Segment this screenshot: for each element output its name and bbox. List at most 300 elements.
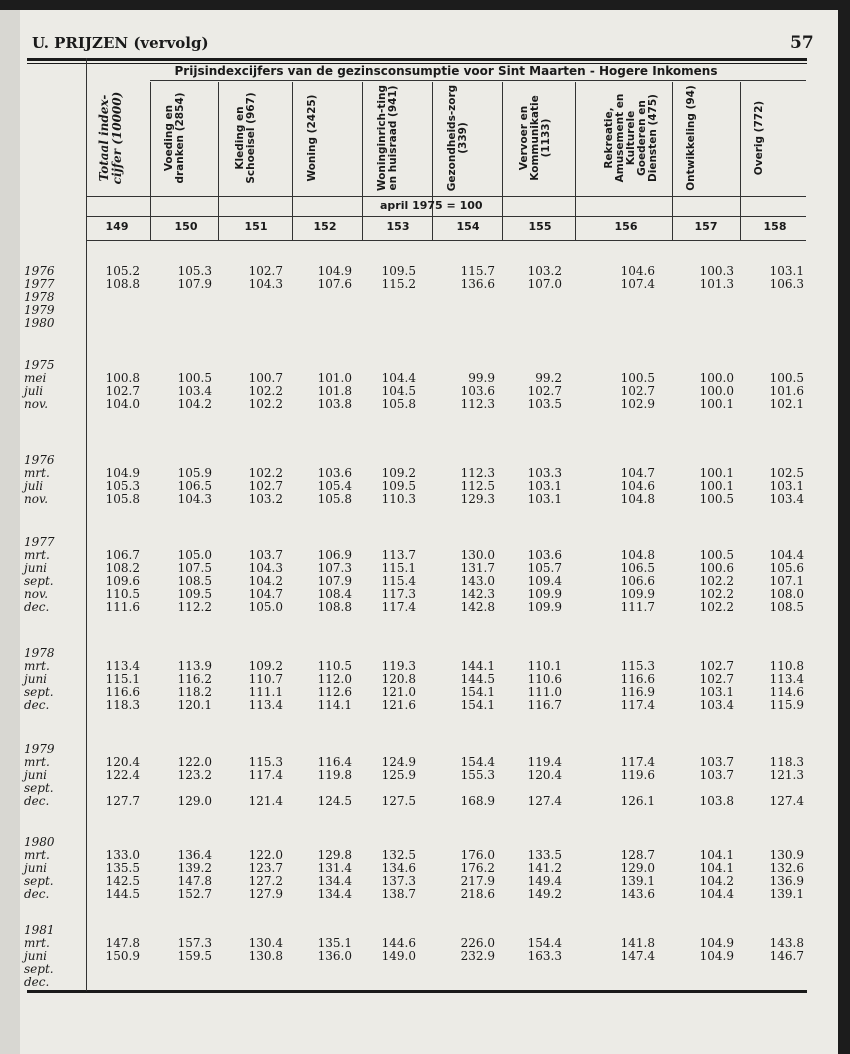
- index-value: 100.1: [699, 466, 734, 480]
- index-value: 129.0: [620, 861, 655, 875]
- index-value: [80, 976, 140, 989]
- column-header-156: Rekreatie, Amusement en Kulturele Goederen en Diensten (475): [602, 93, 659, 183]
- period-label: dec.: [24, 887, 50, 901]
- value-column-156: [595, 924, 655, 989]
- index-value: 112.3: [460, 466, 495, 480]
- index-value: 232.9: [460, 949, 495, 963]
- index-value: 103.8: [317, 397, 352, 411]
- index-value: 113.4: [105, 659, 140, 673]
- value-column-154: [435, 265, 495, 291]
- period-labels: [24, 454, 84, 506]
- index-value: 129.8: [317, 848, 352, 862]
- index-value: 104.9: [317, 264, 352, 278]
- index-value: 120.1: [177, 698, 212, 712]
- index-value: 115.1: [105, 672, 140, 686]
- period-label: juni: [24, 949, 48, 963]
- index-value: 130.9: [769, 848, 804, 862]
- index-value: 104.7: [620, 466, 655, 480]
- index-value: 102.7: [248, 264, 283, 278]
- index-value: 109.9: [620, 587, 655, 601]
- column-number-153: 153: [386, 220, 410, 233]
- period-labels: [24, 743, 84, 808]
- index-value: 107.4: [620, 277, 655, 291]
- index-value: 141.2: [527, 861, 562, 875]
- index-value: 111.7: [620, 600, 655, 614]
- index-value: 102.2: [699, 587, 734, 601]
- index-value: 100.5: [769, 371, 804, 385]
- index-value: 109.5: [381, 479, 416, 493]
- index-value: 108.8: [317, 600, 352, 614]
- index-value: 129.3: [460, 492, 495, 506]
- value-column-155: [502, 265, 562, 291]
- index-value: 103.6: [460, 384, 495, 398]
- index-value: 106.5: [177, 479, 212, 493]
- index-value: 102.2: [699, 600, 734, 614]
- index-value: [595, 976, 655, 989]
- index-value: 115.9: [769, 698, 804, 712]
- index-value: 102.7: [248, 479, 283, 493]
- column-header-150: Voeding en dranken (2854): [163, 92, 186, 184]
- index-value: 105.0: [248, 600, 283, 614]
- index-value: 102.7: [527, 384, 562, 398]
- value-column-155: [502, 647, 562, 712]
- column-header-157: Ontwikkeling (94): [685, 85, 697, 191]
- value-column-152: [292, 454, 352, 506]
- index-value: 104.6: [620, 479, 655, 493]
- index-value: 139.2: [177, 861, 212, 875]
- index-value: 107.5: [177, 561, 212, 575]
- index-value: 119.8: [317, 768, 352, 782]
- index-value: 127.7: [105, 794, 140, 808]
- value-column-153: [356, 265, 416, 291]
- header-rule: [86, 196, 806, 197]
- index-value: 117.4: [620, 698, 655, 712]
- index-value: 114.6: [769, 685, 804, 699]
- period-label: sept.: [24, 962, 54, 976]
- index-value: 106.9: [317, 548, 352, 562]
- column-header-152: Woning (2425): [306, 94, 318, 182]
- index-value: 103.1: [527, 479, 562, 493]
- index-value: 100.1: [699, 479, 734, 493]
- value-column-152: [292, 743, 352, 808]
- index-value: 103.6: [317, 466, 352, 480]
- index-value: 105.0: [177, 548, 212, 562]
- value-column-151: [223, 359, 283, 411]
- value-column-152: [292, 359, 352, 411]
- period-label: 1980: [24, 316, 55, 330]
- value-column-149: [80, 836, 140, 901]
- index-value: 103.1: [769, 264, 804, 278]
- period-labels: [24, 536, 84, 614]
- index-value: 109.4: [527, 574, 562, 588]
- index-value: 106.5: [620, 561, 655, 575]
- period-label: juni: [24, 672, 48, 686]
- index-value: 143.8: [769, 936, 804, 950]
- index-value: 103.1: [527, 492, 562, 506]
- value-column-153: [356, 924, 416, 989]
- period-labels: [24, 265, 84, 330]
- value-column-155: [502, 359, 562, 411]
- index-value: 119.6: [620, 768, 655, 782]
- index-value: 120.4: [527, 768, 562, 782]
- index-value: 115.3: [620, 659, 655, 673]
- index-value: [292, 963, 352, 976]
- period-label: juli: [24, 384, 44, 398]
- index-value: 108.2: [105, 561, 140, 575]
- index-value: 111.0: [527, 685, 562, 699]
- index-value: [152, 963, 212, 976]
- index-value: 102.2: [248, 384, 283, 398]
- value-column-150: [152, 265, 212, 291]
- index-value: 139.1: [620, 874, 655, 888]
- index-value: 155.3: [460, 768, 495, 782]
- period-label: 1977: [24, 277, 55, 291]
- index-value: 101.3: [699, 277, 734, 291]
- value-column-156: [595, 265, 655, 291]
- index-value: 135.1: [317, 936, 352, 950]
- index-value: 105.3: [177, 264, 212, 278]
- index-value: 120.8: [381, 672, 416, 686]
- value-column-150: [152, 836, 212, 901]
- column-number-150: 150: [174, 220, 198, 233]
- index-value: 118.2: [177, 685, 212, 699]
- index-value: 103.1: [699, 685, 734, 699]
- value-column-151: [223, 454, 283, 506]
- index-value: 110.1: [527, 659, 562, 673]
- period-label: 1979: [24, 742, 55, 756]
- period-label: mrt.: [24, 548, 50, 562]
- index-value: 116.9: [620, 685, 655, 699]
- value-column-155: [502, 536, 562, 614]
- index-value: 122.0: [177, 755, 212, 769]
- value-column-149: [80, 647, 140, 712]
- period-label: dec.: [24, 698, 50, 712]
- index-value: 116.7: [527, 698, 562, 712]
- index-value: 143.6: [620, 887, 655, 901]
- column-number-155: 155: [528, 220, 552, 233]
- bottom-rule: [27, 990, 807, 993]
- index-value: 112.5: [460, 479, 495, 493]
- index-value: 118.3: [769, 755, 804, 769]
- value-column-151: [223, 647, 283, 712]
- page-number: 57: [790, 33, 814, 53]
- value-column-158: [744, 359, 804, 411]
- index-value: 104.5: [381, 384, 416, 398]
- index-value: 125.9: [381, 768, 416, 782]
- index-value: 104.3: [177, 492, 212, 506]
- index-value: 109.9: [527, 600, 562, 614]
- index-value: 104.4: [381, 371, 416, 385]
- index-value: 104.8: [620, 548, 655, 562]
- index-value: 176.0: [460, 848, 495, 862]
- value-column-154: [435, 454, 495, 506]
- period-labels: [24, 836, 84, 901]
- value-column-149: [80, 265, 140, 291]
- index-value: 110.6: [527, 672, 562, 686]
- period-label: dec.: [24, 794, 50, 808]
- index-value: 117.4: [620, 755, 655, 769]
- index-value: 110.7: [248, 672, 283, 686]
- index-value: 137.3: [381, 874, 416, 888]
- value-column-152: [292, 924, 352, 989]
- index-value: 105.8: [105, 492, 140, 506]
- index-value: 163.3: [527, 949, 562, 963]
- index-value: 142.8: [460, 600, 495, 614]
- index-value: 218.6: [460, 887, 495, 901]
- value-column-151: [223, 836, 283, 901]
- value-column-153: [356, 836, 416, 901]
- value-column-149: [80, 454, 140, 506]
- index-value: 117.3: [381, 587, 416, 601]
- value-column-157: [674, 647, 734, 712]
- period-label: sept.: [24, 574, 54, 588]
- index-value: 136.4: [177, 848, 212, 862]
- period-label: nov.: [24, 492, 49, 506]
- value-column-157: [674, 265, 734, 291]
- index-value: 121.4: [248, 794, 283, 808]
- index-value: 103.2: [527, 264, 562, 278]
- index-value: [80, 963, 140, 976]
- index-value: 102.7: [699, 659, 734, 673]
- index-value: 100.5: [177, 371, 212, 385]
- group-title-underline: [150, 80, 806, 81]
- value-column-158: [744, 924, 804, 989]
- index-value: 101.6: [769, 384, 804, 398]
- index-value: 102.7: [699, 672, 734, 686]
- period-label: 1976: [24, 453, 55, 467]
- index-value: 110.8: [769, 659, 804, 673]
- index-value: 99.9: [468, 371, 495, 385]
- index-value: [674, 976, 734, 989]
- index-value: 109.2: [381, 466, 416, 480]
- value-column-157: [674, 743, 734, 808]
- index-value: 106.6: [620, 574, 655, 588]
- period-label: juli: [24, 479, 44, 493]
- index-value: 103.8: [699, 794, 734, 808]
- index-value: 102.1: [769, 397, 804, 411]
- index-value: 116.2: [177, 672, 212, 686]
- index-value: [435, 976, 495, 989]
- column-header-149: Totaal index-cijfer (10000): [97, 91, 124, 185]
- value-column-158: [744, 536, 804, 614]
- value-column-152: [292, 536, 352, 614]
- value-column-152: [292, 647, 352, 712]
- index-value: 127.9: [248, 887, 283, 901]
- index-value: 143.0: [460, 574, 495, 588]
- index-value: 105.8: [317, 492, 352, 506]
- index-value: 121.6: [381, 698, 416, 712]
- table-group-title: Prijsindexcijfers van de gezinsconsumptie voor Sint Maarten - Hogere Inkomens: [174, 64, 718, 78]
- index-value: 115.7: [460, 264, 495, 278]
- index-value: 114.1: [317, 698, 352, 712]
- value-column-150: [152, 924, 212, 989]
- index-value: 110.5: [105, 587, 140, 601]
- base-period-label: april 1975 = 100: [380, 199, 483, 212]
- index-value: 154.1: [460, 685, 495, 699]
- index-value: [223, 976, 283, 989]
- index-value: 146.7: [769, 949, 804, 963]
- value-column-156: [595, 836, 655, 901]
- index-value: 133.0: [105, 848, 140, 862]
- index-value: 104.8: [620, 492, 655, 506]
- index-value: 136.9: [769, 874, 804, 888]
- value-column-155: [502, 743, 562, 808]
- value-column-156: [595, 743, 655, 808]
- index-value: [674, 963, 734, 976]
- index-value: 107.9: [177, 277, 212, 291]
- index-value: 129.0: [177, 794, 212, 808]
- column-number-149: 149: [105, 220, 129, 233]
- value-column-150: [152, 647, 212, 712]
- value-column-156: [595, 647, 655, 712]
- index-value: 112.0: [317, 672, 352, 686]
- index-value: 105.6: [769, 561, 804, 575]
- column-header-151: Kleding en Schoeisel (967): [234, 92, 257, 184]
- index-value: 105.9: [177, 466, 212, 480]
- period-label: mrt.: [24, 755, 50, 769]
- period-label: 1976: [24, 264, 55, 278]
- period-label: sept.: [24, 781, 54, 795]
- index-value: 152.7: [177, 887, 212, 901]
- index-value: 168.9: [460, 794, 495, 808]
- column-number-151: 151: [244, 220, 268, 233]
- value-column-149: [80, 924, 140, 989]
- index-value: 110.5: [317, 659, 352, 673]
- value-column-156: [595, 359, 655, 411]
- index-value: 102.2: [699, 574, 734, 588]
- value-column-155: [502, 454, 562, 506]
- index-value: 107.3: [317, 561, 352, 575]
- index-value: 136.0: [317, 949, 352, 963]
- index-value: 105.8: [381, 397, 416, 411]
- value-column-152: [292, 836, 352, 901]
- period-label: 1981: [24, 923, 55, 937]
- period-labels: [24, 924, 84, 989]
- value-column-156: [595, 536, 655, 614]
- period-labels: [24, 647, 84, 712]
- index-value: 113.7: [381, 548, 416, 562]
- value-column-149: [80, 743, 140, 808]
- period-label: 1975: [24, 358, 55, 372]
- index-value: 217.9: [460, 874, 495, 888]
- value-column-158: [744, 836, 804, 901]
- index-value: 103.7: [248, 548, 283, 562]
- period-label: nov.: [24, 587, 49, 601]
- index-value: 130.8: [248, 949, 283, 963]
- value-column-153: [356, 647, 416, 712]
- period-label: 1977: [24, 535, 55, 549]
- index-value: 104.2: [177, 397, 212, 411]
- index-value: 104.4: [699, 887, 734, 901]
- index-value: 113.4: [248, 698, 283, 712]
- index-value: 105.4: [317, 479, 352, 493]
- index-value: 103.6: [527, 548, 562, 562]
- value-column-154: [435, 359, 495, 411]
- column-number-156: 156: [614, 220, 638, 233]
- index-value: 117.4: [381, 600, 416, 614]
- index-value: 117.4: [248, 768, 283, 782]
- index-value: 104.4: [769, 548, 804, 562]
- index-value: 115.2: [381, 277, 416, 291]
- left-page-edge: [0, 10, 20, 1054]
- index-value: 102.9: [620, 397, 655, 411]
- value-column-154: [435, 647, 495, 712]
- column-number-158: 158: [763, 220, 787, 233]
- index-value: [356, 963, 416, 976]
- index-value: 226.0: [460, 936, 495, 950]
- index-value: 176.2: [460, 861, 495, 875]
- value-column-150: [152, 359, 212, 411]
- index-value: 108.5: [177, 574, 212, 588]
- index-value: 108.0: [769, 587, 804, 601]
- value-column-157: [674, 454, 734, 506]
- index-value: 126.1: [620, 794, 655, 808]
- period-label: juni: [24, 768, 48, 782]
- column-number-154: 154: [456, 220, 480, 233]
- period-label: sept.: [24, 685, 54, 699]
- index-value: 110.3: [381, 492, 416, 506]
- index-value: 147.4: [620, 949, 655, 963]
- index-value: 115.4: [381, 574, 416, 588]
- period-label: mrt.: [24, 848, 50, 862]
- index-value: 107.1: [769, 574, 804, 588]
- index-value: 144.5: [105, 887, 140, 901]
- index-value: 103.4: [177, 384, 212, 398]
- index-value: 103.7: [699, 755, 734, 769]
- column-header-155: Vervoer en Kommunikatie (1133): [517, 95, 552, 181]
- index-value: 120.4: [105, 755, 140, 769]
- header-rule: [86, 240, 806, 241]
- index-value: 131.4: [317, 861, 352, 875]
- index-value: 103.3: [527, 466, 562, 480]
- index-value: [292, 976, 352, 989]
- index-value: 119.3: [381, 659, 416, 673]
- index-value: 116.6: [620, 672, 655, 686]
- column-number-157: 157: [694, 220, 718, 233]
- index-value: 101.0: [317, 371, 352, 385]
- index-value: 122.0: [248, 848, 283, 862]
- index-value: 134.4: [317, 887, 352, 901]
- index-value: [223, 963, 283, 976]
- index-value: 121.0: [381, 685, 416, 699]
- index-value: 101.8: [317, 384, 352, 398]
- index-value: 109.2: [248, 659, 283, 673]
- index-value: [744, 976, 804, 989]
- index-value: 115.1: [381, 561, 416, 575]
- period-label: mrt.: [24, 659, 50, 673]
- index-value: 144.6: [381, 936, 416, 950]
- index-value: 103.1: [769, 479, 804, 493]
- index-value: 100.1: [699, 397, 734, 411]
- index-value: 127.2: [248, 874, 283, 888]
- index-value: 100.5: [699, 548, 734, 562]
- period-label: juni: [24, 861, 48, 875]
- index-value: 134.6: [381, 861, 416, 875]
- index-value: 107.9: [317, 574, 352, 588]
- value-column-151: [223, 265, 283, 291]
- index-value: 159.5: [177, 949, 212, 963]
- index-value: 109.5: [381, 264, 416, 278]
- index-value: 154.1: [460, 698, 495, 712]
- index-value: 100.7: [248, 371, 283, 385]
- index-value: 138.7: [381, 887, 416, 901]
- index-value: 123.7: [248, 861, 283, 875]
- index-value: 127.4: [527, 794, 562, 808]
- value-column-153: [356, 359, 416, 411]
- period-label: mrt.: [24, 936, 50, 950]
- value-column-151: [223, 924, 283, 989]
- period-label: dec.: [24, 975, 50, 989]
